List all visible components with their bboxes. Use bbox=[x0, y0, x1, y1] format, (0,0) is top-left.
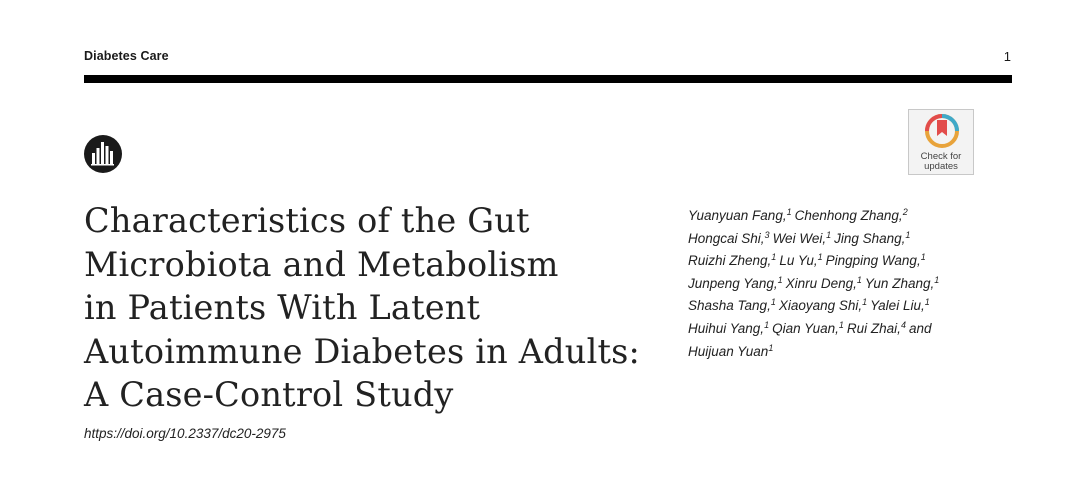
title-line: Autoimmune Diabetes in Adults: bbox=[84, 331, 641, 371]
title-line: Characteristics of the Gut bbox=[84, 201, 530, 240]
author-list bbox=[688, 205, 1028, 363]
author-name: Xiaoyang Shi,$^1$ bbox=[778, 297, 868, 314]
affiliation-marker: 1 bbox=[817, 252, 823, 263]
affiliation-marker: 1 bbox=[838, 319, 844, 330]
author-name: Qian Yuan,$^1$ bbox=[772, 319, 844, 336]
crossmark-label: Check for updates bbox=[920, 151, 962, 172]
author-name: Yun Zhang,$^1$ bbox=[864, 274, 940, 291]
journal-logo-icon bbox=[84, 135, 122, 173]
author-line bbox=[688, 295, 1028, 318]
author-name: Huijuan Yuan$^1$ bbox=[688, 342, 774, 359]
author-name: Huihui Yang,$^1$ bbox=[688, 319, 770, 336]
article-title bbox=[84, 199, 674, 417]
affiliation-marker: 1 bbox=[862, 297, 868, 308]
affiliation-marker: 1 bbox=[924, 297, 930, 308]
author-line bbox=[688, 250, 1028, 273]
journal-name: Diabetes Care bbox=[84, 49, 169, 63]
header-rule bbox=[84, 75, 1012, 83]
author-name: Ruizhi Zheng,$^1$ bbox=[688, 252, 777, 269]
author-name: Lu Yu,$^1$ bbox=[779, 252, 823, 269]
page-number: 1 bbox=[1003, 49, 1011, 64]
affiliation-marker: 1 bbox=[764, 319, 770, 330]
author-name: Rui Zhai,$^4$ bbox=[846, 319, 906, 336]
doi-link[interactable]: https://doi.org/10.2337/dc20-2975 bbox=[84, 426, 286, 441]
author-name: Pingping Wang,$^1$ bbox=[825, 252, 926, 269]
affiliation-marker: 4 bbox=[900, 319, 906, 330]
author-name: Shasha Tang,$^1$ bbox=[688, 297, 776, 314]
affiliation-marker: 1 bbox=[777, 274, 783, 285]
author-line bbox=[688, 205, 1028, 228]
affiliation-marker: 1 bbox=[826, 229, 832, 240]
author-name: Hongcai Shi,$^3$ bbox=[688, 229, 770, 246]
crossmark-icon bbox=[925, 114, 959, 150]
affiliation-marker: 1 bbox=[905, 229, 911, 240]
affiliation-marker: 1 bbox=[786, 207, 792, 217]
affiliation-marker: 1 bbox=[768, 342, 774, 353]
affiliation-marker: 3 bbox=[764, 229, 770, 240]
author-line bbox=[688, 341, 1028, 364]
author-name: Jing Shang,$^1$ bbox=[834, 229, 911, 246]
author-name: Wei Wei,$^1$ bbox=[772, 229, 832, 246]
affiliation-marker: 1 bbox=[770, 297, 776, 308]
author-name: Yalei Liu,$^1$ bbox=[870, 297, 930, 314]
title-line: Microbiota and Metabolism bbox=[84, 244, 559, 284]
author-name: Junpeng Yang,$^1$ bbox=[688, 274, 783, 291]
affiliation-marker: 1 bbox=[771, 252, 777, 263]
author-name: Xinru Deng,$^1$ bbox=[785, 274, 862, 291]
author-name: and bbox=[908, 320, 932, 336]
affiliation-marker: 1 bbox=[934, 274, 940, 285]
author-name: Yuanyuan Fang,$^1$ bbox=[688, 207, 792, 223]
title-line: A Case-Control Study bbox=[84, 375, 454, 414]
author-name: Chenhong Zhang,$^2$ bbox=[794, 207, 908, 223]
affiliation-marker: 1 bbox=[920, 252, 926, 263]
affiliation-marker: 1 bbox=[856, 274, 862, 285]
title-line: in Patients With Latent bbox=[84, 288, 481, 327]
author-line bbox=[688, 228, 1028, 251]
affiliation-marker: 2 bbox=[902, 207, 908, 217]
author-line bbox=[688, 273, 1028, 296]
check-for-updates-button[interactable] bbox=[908, 109, 974, 175]
author-line bbox=[688, 318, 1028, 341]
